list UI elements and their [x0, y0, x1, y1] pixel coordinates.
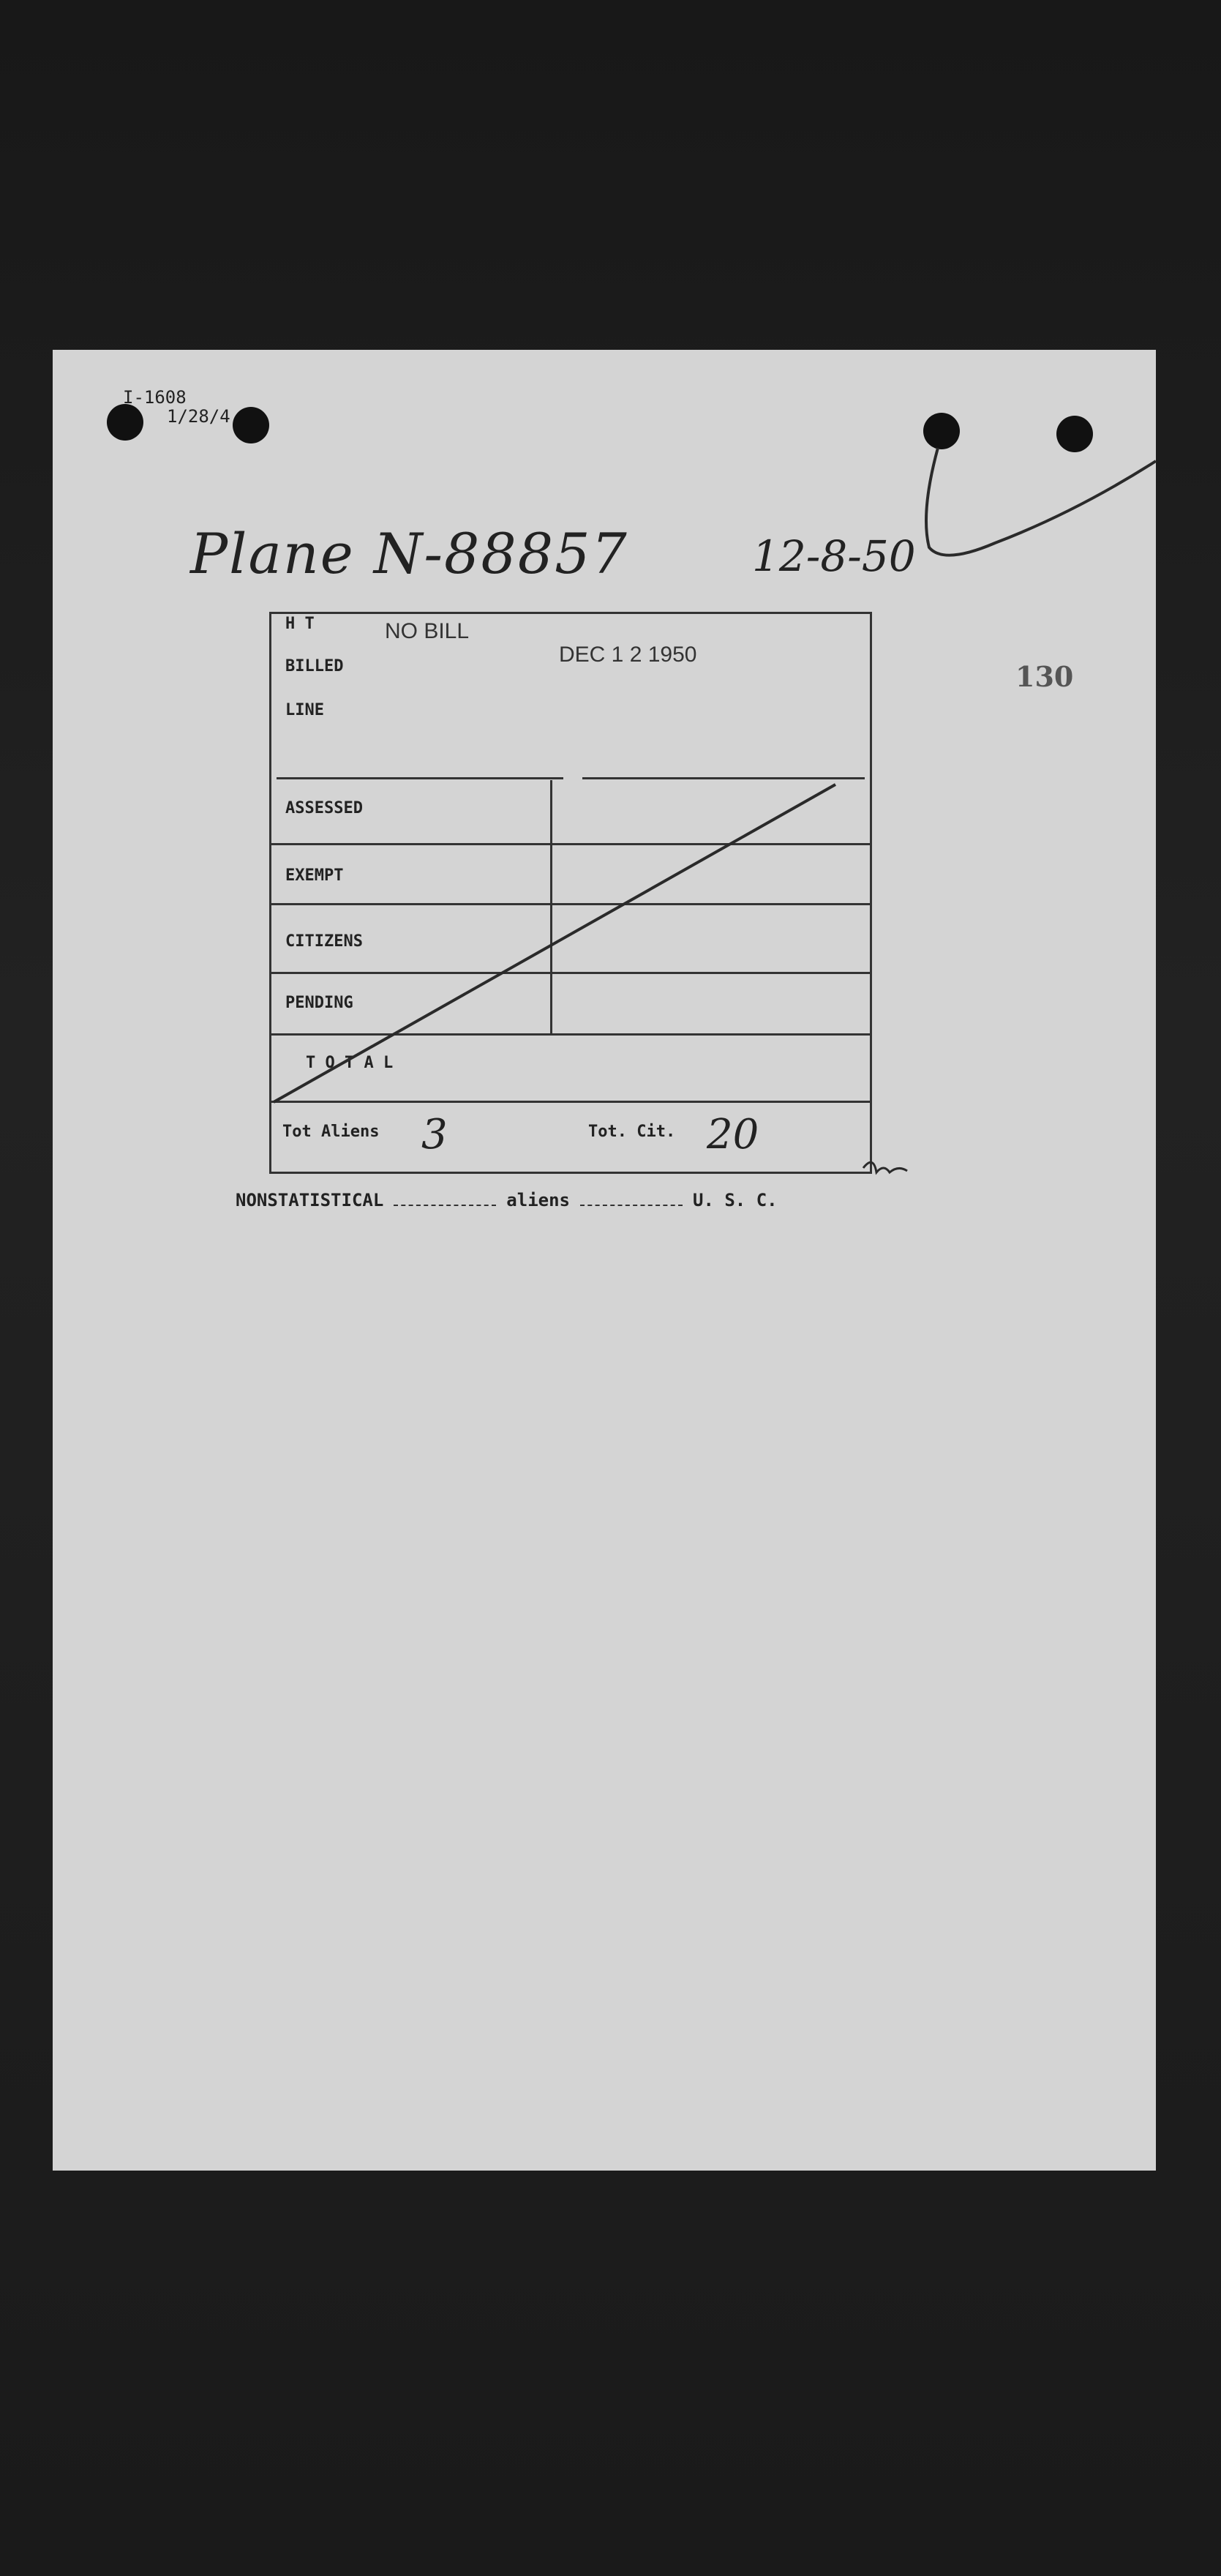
label-line: LINE — [285, 701, 324, 719]
label-tot-cit: Tot. Cit. — [588, 1123, 676, 1141]
label-aliens: aliens — [506, 1190, 570, 1210]
no-bill-stamp: NO BILL — [385, 619, 470, 643]
handwritten-date: 12-8-50 — [752, 531, 916, 581]
label-exempt: EXEMPT — [285, 866, 344, 885]
date-stamp: DEC 1 2 1950 — [559, 643, 697, 667]
value-tot-aliens: 3 — [421, 1111, 448, 1158]
label-assessed: ASSESSED — [285, 799, 363, 817]
value-tot-cit: 20 — [707, 1111, 759, 1158]
label-pending: PENDING — [285, 994, 353, 1012]
label-ht: H T — [285, 615, 315, 633]
diagonal-strike-line — [274, 785, 835, 1102]
form-number: I-1608 — [123, 387, 187, 408]
stamped-page-number: 130 — [1015, 660, 1074, 693]
label-billed: BILLED — [285, 657, 344, 675]
handwritten-plane-number: Plane N-88857 — [190, 521, 628, 586]
scribble-curve — [926, 448, 1156, 555]
label-nonstatistical: NONSTATISTICAL — [236, 1190, 384, 1210]
initials-mark — [863, 1162, 907, 1172]
form-revision: 1/28/4 — [167, 406, 230, 427]
label-tot-aliens: Tot Aliens — [282, 1123, 380, 1141]
label-citizens: CITIZENS — [285, 932, 363, 951]
label-usc: U. S. C. — [693, 1190, 778, 1210]
label-total: T O T A L — [306, 1054, 394, 1072]
